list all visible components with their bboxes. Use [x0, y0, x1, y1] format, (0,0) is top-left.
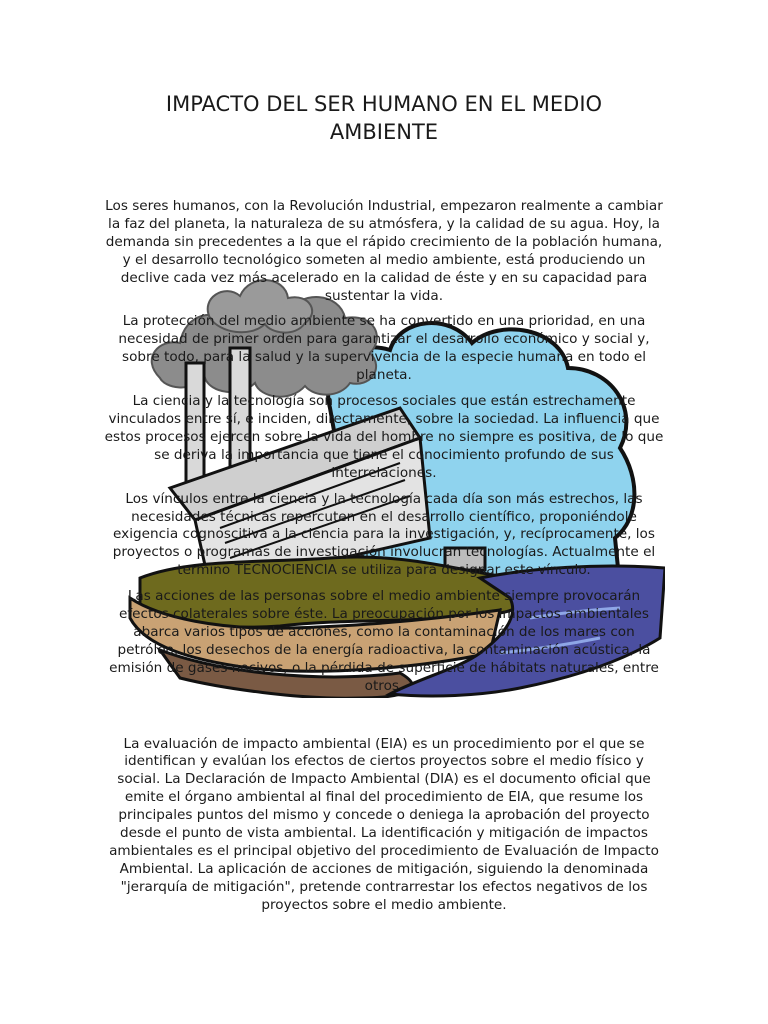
document-body [104, 198, 664, 923]
page-title: IMPACTO DEL SER HUMANO EN EL MEDIO AMBIENTE [165, 92, 603, 144]
paragraph-2: La protección del medio ambiente se ha convertido en una prioridad, en una necesidad de primer orden para garantizar el desarrollo económico y social y, sobre todo, para la salud y la supervivencia de la especie humana en todo el planeta. [118, 313, 650, 384]
paragraph-5: Las acciones de las personas sobre el medio ambiente siempre provocarán efectos colaterales sobre éste. La preocupación por los impactos ambientales abarca varios tipos de acciones, como la contaminación de los mares con petróleo, los desechos de la energía radioactiva, la contaminación acústica, la emisión de gases nocivos, o la pérdida de superficie de hábitats naturales, entre otros. [109, 588, 659, 694]
paragraph-3: La ciencia y la tecnología son procesos sociales que están estrechamente vinculados entre sí, e inciden, directamente, sobre la sociedad. La influencia que estos procesos ejercen sobre la vida del hombre no siempre es positiva, de lo que se deriva la importancia que tiene el conocimiento profundo de sus interrelaciones. [104, 393, 664, 481]
paragraph-6: La evaluación de impacto ambiental (EIA) es un procedimiento por el que se identifican y evalúan los efectos de ciertos proyectos sobre el medio físico y social. La Declaración de Impacto Ambiental (DIA) es el documento oficial que emite el órgano ambiental al final del procedimiento de EIA, que resume los principales puntos del mismo y concede o deniega la aprobación del proyecto desde el punto de vista ambiental. La identificación y mitigación de impactos ambientales es el principal objetivo del procedimiento de Evaluación de Impacto Ambiental. La aplicación de acciones de mitigación, siguiendo la denominada "jerarquía de mitigación", pretende contrarrestar los efectos negativos de los proyectos sobre el medio ambiente. [109, 735, 659, 913]
paragraph-1: Los seres humanos, con la Revolución Industrial, empezaron realmente a cambiar la faz del planeta, la naturaleza de su atmósfera, y la calidad de su agua. Hoy, la demanda sin precedentes a la que el rápido crecimiento de la población humana, y el desarrollo tecnológico someten al medio ambiente, está produciendo un declive cada vez más acelerado en la calidad de éste y en su capacidad para sustentar la vida. [105, 198, 663, 304]
paragraph-4: Los vínculos entre la ciencia y la tecnología cada día son más estrechos, las necesidades técnicas repercuten en el desarrollo científico, proponiéndole exigencia cognoscitiva a la ciencia para la investigación, y, recíprocamente, los proyectos o programas de investigación involucran tecnologías. Actualmente el termino TECNOCIENCIA se utiliza para designar este vínculo. [112, 490, 656, 579]
